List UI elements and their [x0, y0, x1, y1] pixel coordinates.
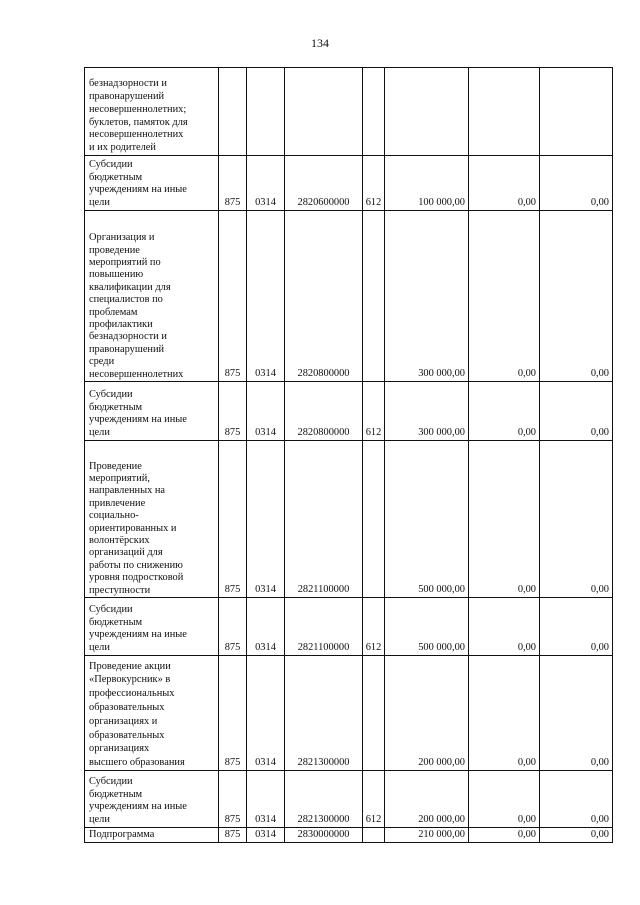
- budget-table: [84, 67, 613, 843]
- section-code-cell: 0314: [247, 771, 285, 828]
- item-name-cell: Организация и проведение мероприятий по повышению квалификации для специалистов по проблемам профилактики безнадзорности и правонарушений среди несовершеннолетних: [85, 211, 219, 382]
- amount-3-cell: 0,00: [540, 771, 613, 828]
- amount-1-cell: 300 000,00: [385, 211, 469, 382]
- amount-2-cell: 0,00: [469, 598, 540, 656]
- target-code-cell: 2821100000: [285, 598, 363, 656]
- expense-type-cell: [363, 68, 385, 156]
- expense-type-cell: 612: [363, 598, 385, 656]
- section-code-cell: 0314: [247, 382, 285, 441]
- expense-type-cell: 612: [363, 771, 385, 828]
- section-code-cell: 0314: [247, 828, 285, 843]
- amount-1-cell: 210 000,00: [385, 828, 469, 843]
- amount-3-cell: 0,00: [540, 828, 613, 843]
- amount-2-cell: 0,00: [469, 156, 540, 211]
- amount-3-cell: 0,00: [540, 656, 613, 771]
- page-number: 134: [311, 36, 329, 50]
- amount-2-cell: 0,00: [469, 771, 540, 828]
- target-code-cell: 2830000000: [285, 828, 363, 843]
- table-row: [85, 598, 613, 656]
- item-name-cell: Подпрограмма: [85, 828, 219, 843]
- amount-2-cell: [469, 68, 540, 156]
- amount-2-cell: 0,00: [469, 828, 540, 843]
- target-code-cell: 2821300000: [285, 656, 363, 771]
- amount-3-cell: 0,00: [540, 382, 613, 441]
- amount-1-cell: 200 000,00: [385, 656, 469, 771]
- amount-1-cell: 100 000,00: [385, 156, 469, 211]
- table-row: [85, 68, 613, 156]
- expense-type-cell: 612: [363, 382, 385, 441]
- ministry-code-cell: 875: [219, 828, 247, 843]
- table-body: [85, 68, 613, 843]
- amount-1-cell: 500 000,00: [385, 441, 469, 598]
- item-name-cell: Субсидии бюджетным учреждениям на иные цели: [85, 156, 219, 211]
- amount-1-cell: 500 000,00: [385, 598, 469, 656]
- expense-type-cell: [363, 656, 385, 771]
- item-name-cell: Субсидии бюджетным учреждениям на иные цели: [85, 771, 219, 828]
- ministry-code-cell: 875: [219, 598, 247, 656]
- table-row: [85, 382, 613, 441]
- target-code-cell: 2821300000: [285, 771, 363, 828]
- section-code-cell: 0314: [247, 441, 285, 598]
- expense-type-cell: 612: [363, 156, 385, 211]
- expense-type-cell: [363, 211, 385, 382]
- ministry-code-cell: 875: [219, 211, 247, 382]
- item-name-cell: Субсидии бюджетным учреждениям на иные цели: [85, 382, 219, 441]
- amount-1-cell: 300 000,00: [385, 382, 469, 441]
- amount-3-cell: 0,00: [540, 441, 613, 598]
- amount-1-cell: [385, 68, 469, 156]
- table-row: [85, 211, 613, 382]
- table-row: [85, 656, 613, 771]
- amount-2-cell: 0,00: [469, 656, 540, 771]
- amount-2-cell: 0,00: [469, 382, 540, 441]
- ministry-code-cell: 875: [219, 382, 247, 441]
- amount-2-cell: 0,00: [469, 441, 540, 598]
- amount-3-cell: 0,00: [540, 211, 613, 382]
- amount-3-cell: 0,00: [540, 156, 613, 211]
- expense-type-cell: [363, 441, 385, 598]
- target-code-cell: [285, 68, 363, 156]
- item-name-cell: Субсидии бюджетным учреждениям на иные цели: [85, 598, 219, 656]
- section-code-cell: 0314: [247, 656, 285, 771]
- ministry-code-cell: 875: [219, 656, 247, 771]
- table-row: [85, 156, 613, 211]
- table-row: [85, 828, 613, 843]
- amount-2-cell: 0,00: [469, 211, 540, 382]
- ministry-code-cell: 875: [219, 771, 247, 828]
- ministry-code-cell: 875: [219, 156, 247, 211]
- amount-3-cell: [540, 68, 613, 156]
- section-code-cell: 0314: [247, 156, 285, 211]
- section-code-cell: 0314: [247, 211, 285, 382]
- section-code-cell: [247, 68, 285, 156]
- item-name-cell: безнадзорности и правонарушений несовершеннолетних; буклетов, памяток для несовершеннолетних и их родителей: [85, 68, 219, 156]
- amount-1-cell: 200 000,00: [385, 771, 469, 828]
- item-name-cell: Проведение мероприятий, направленных на привлечение социально- ориентированных и волонтёрских организаций для работы по снижению уровня подростковой преступности: [85, 441, 219, 598]
- table-row: [85, 441, 613, 598]
- ministry-code-cell: 875: [219, 441, 247, 598]
- target-code-cell: 2820600000: [285, 156, 363, 211]
- target-code-cell: 2820800000: [285, 382, 363, 441]
- target-code-cell: 2820800000: [285, 211, 363, 382]
- amount-3-cell: 0,00: [540, 598, 613, 656]
- expense-type-cell: [363, 828, 385, 843]
- target-code-cell: 2821100000: [285, 441, 363, 598]
- section-code-cell: 0314: [247, 598, 285, 656]
- item-name-cell: Проведение акции «Первокурсник» в профессиональных образовательных организациях и образовательных организациях высшего образования: [85, 656, 219, 771]
- ministry-code-cell: [219, 68, 247, 156]
- table-row: [85, 771, 613, 828]
